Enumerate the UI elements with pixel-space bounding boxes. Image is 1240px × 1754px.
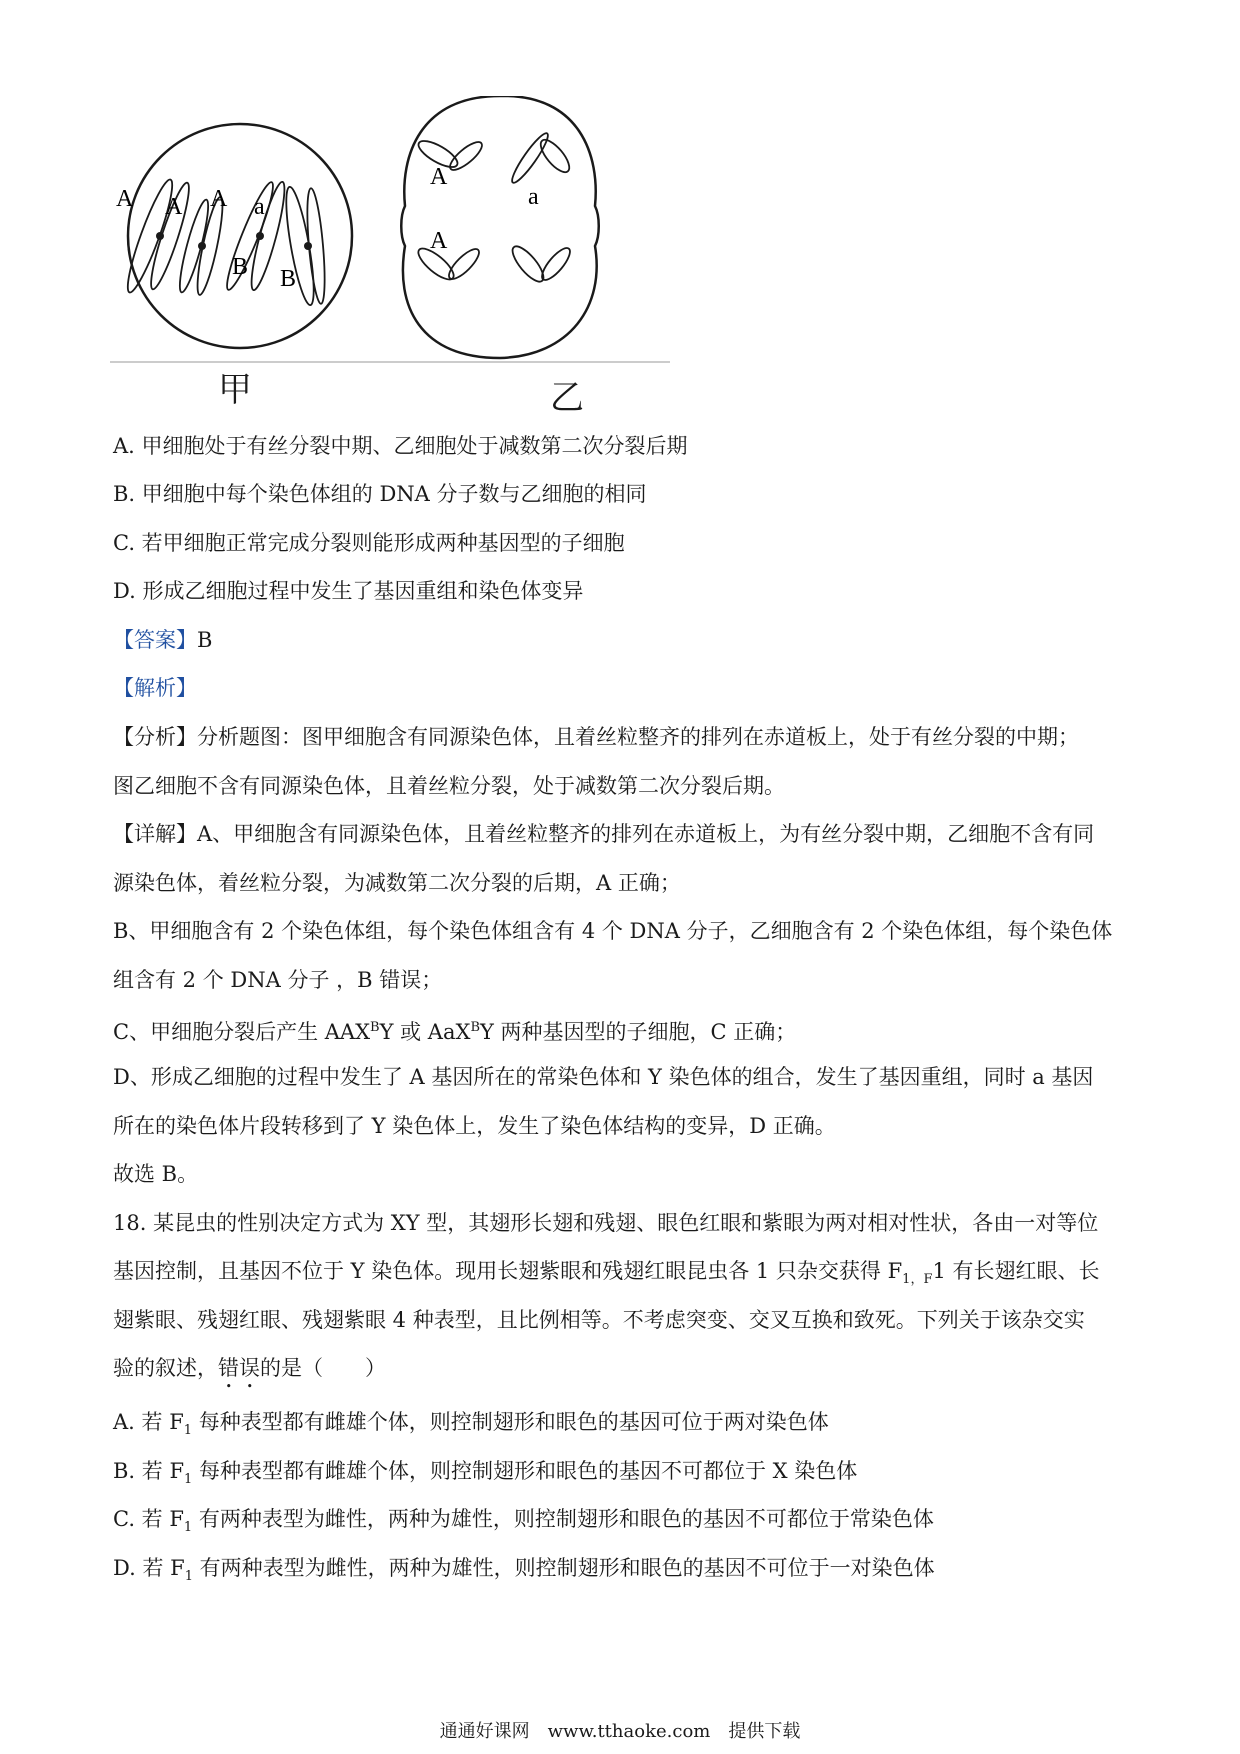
analysis-line: 源染色体，着丝粒分裂，为减数第二次分裂的后期，A 正确； [113, 871, 681, 895]
label-a: a [254, 194, 265, 220]
cell-division-figure [110, 96, 680, 416]
analysis-line: B、甲细胞含有 2 个染色体组，每个染色体组含有 4 个 DNA 分子，乙细胞含有 2 个染色体组，每个染色体 [113, 919, 1113, 943]
q18-option-d: D. 若 $F_1$ 有两种表型为雌性，两种为雄性，则控制翅形和眼色的基因不可位于一对染色体 [113, 1556, 935, 1585]
q18-stem-line: 18. 某昆虫的性别决定方式为 XY 型，其翅形长翅和残翅、眼色红眼和紫眼为两对相对性状，各由一对等位 [113, 1211, 1099, 1235]
q18-stem-line: 翅紫眼、残翅红眼、残翅紫眼 4 种表型，且比例相等。不考虑突变、交叉互换和致死。下列关于该杂交实 [113, 1308, 1085, 1332]
q18-option-a: A. 若 $F_1$ 每种表型都有雌雄个体，则控制翅形和眼色的基因可位于两对染色体 [113, 1410, 829, 1439]
answer-tag: 【答案】 [113, 628, 197, 652]
analysis-line-c: C、甲细胞分裂后产生 $AAX^BY$ 或 AaX$^B$Y 两种基因型的子细胞，C 正确； [113, 1020, 797, 1044]
analysis-tag: 【解析】 [113, 676, 197, 700]
q17-option-b: B. 甲细胞中每个染色体组的 DNA 分子数与乙细胞的相同 [113, 482, 647, 506]
analysis-line: 图乙细胞不含有同源染色体，且着丝粒分裂，处于减数第二次分裂后期。 [113, 774, 785, 798]
cell-yi-membrane [401, 96, 599, 358]
answer-line [113, 626, 212, 654]
label-B: B [232, 254, 249, 280]
q17-option-c: C. 若甲细胞正常完成分裂则能形成两种基因型的子细胞 [113, 531, 625, 555]
caption-yi: 乙 [550, 378, 584, 418]
analysis-line: 组含有 2 个 DNA 分子 ，B 错误； [113, 968, 443, 992]
q18-stem-line: 基因控制，且基因不位于 Y 染色体。现用长翅紫眼和残翅红眼昆虫各 1 只杂交获得 $F_{1,F}1$ 有长翅红眼、长 [113, 1259, 1100, 1288]
q17-option-d: D. 形成乙细胞过程中发生了基因重组和染色体变异 [113, 579, 584, 603]
label-A: A [116, 186, 134, 212]
cell-diagram [110, 96, 680, 416]
analysis-line: D、形成乙细胞的过程中发生了 A 基因所在的常染色体和 Y 染色体的组合，发生了基因重组，同时 a 基因 [113, 1065, 1094, 1089]
analysis-line: 【分析】分析题图：图甲细胞含有同源染色体，且着丝粒整齐的排列在赤道板上，处于有丝分裂的中期； [113, 725, 1079, 749]
label-A: A [430, 164, 448, 190]
emphasis-wrong: 错误 [218, 1356, 260, 1380]
caption-jia: 甲 [218, 370, 252, 410]
conclusion: 故选 B。 [113, 1162, 199, 1186]
label-A: A [165, 194, 183, 220]
analysis-line: 所在的染色体片段转移到了 Y 染色体上，发生了染色体结构的变异，D 正确。 [113, 1114, 836, 1138]
analysis-line: 【详解】A、甲细胞含有同源染色体，且着丝粒整齐的排列在赤道板上，为有丝分裂中期，乙细胞不含有同 [113, 822, 1095, 846]
q18-option-c: C. 若 $F_1$ 有两种表型为雌性，两种为雄性，则控制翅形和眼色的基因不可都位于常染色体 [113, 1507, 934, 1536]
label-A: A [430, 228, 448, 254]
cell-yi-chromosomes [414, 130, 574, 286]
q18-option-b: B. 若 $F_1$ 每种表型都有雌雄个体，则控制翅形和眼色的基因不可都位于 X 染色体 [113, 1459, 858, 1488]
label-B: B [280, 266, 297, 292]
q17-option-a: A. 甲细胞处于有丝分裂中期、乙细胞处于减数第二次分裂后期 [113, 434, 688, 458]
answer-value: B [197, 628, 213, 652]
q18-stem-line: 验的叙述，错误的是（ ） [113, 1356, 386, 1380]
page-footer: 通通好课网 www.tthaoke.com 提供下载 [439, 1721, 801, 1742]
label-A: A [210, 186, 228, 212]
label-a: a [528, 184, 539, 210]
